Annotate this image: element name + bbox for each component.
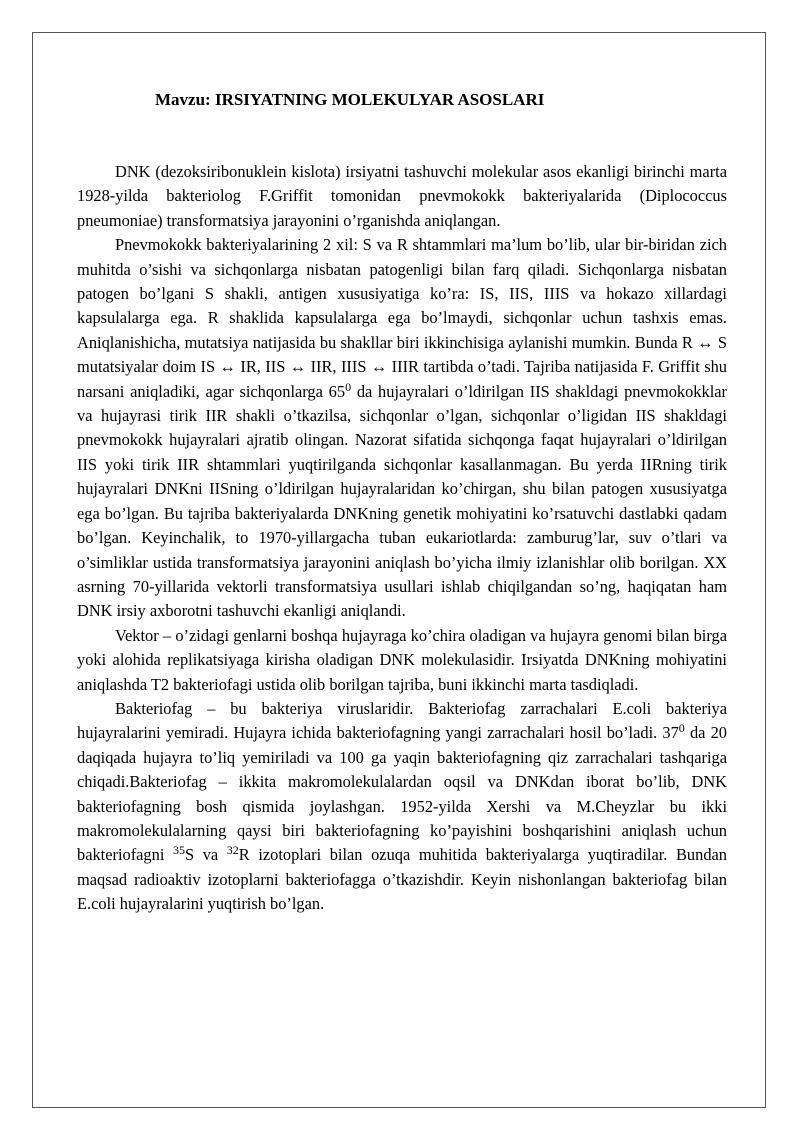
- isotope-superscript-32: 32: [226, 843, 239, 858]
- page-title: Mavzu: IRSIYATNING MOLEKULYAR ASOSLARI: [155, 90, 545, 109]
- degree-superscript: 0: [345, 379, 352, 394]
- paragraph-vektor: Vektor – o’zidagi genlarni boshqa hujayraga ko’chira oladigan va hujayra genomi bilan birga yoki alohida replikatsiyaga kirisha oladigan DNK molekulasidir. Irsiyatda DNKning mohiyatini aniqlashda T2 bakteriofagi ustida olib borilgan tajriba, buni ikkinchi marta tasdiqladi.: [77, 625, 727, 694]
- paragraph-text: da hujayralari o’ldirilgan IIS shakldagi pnevmokokklar va hujayrasi tirik IIR shakli o’tkazilsa, sichqonlar o’lgan, sichqonlar o’ligidan IIS shakldagi pnevmokokk hujayralari ajratib olingan. Nazorat sifatida sichqonga faqat hujayralari o’ldirilgan IIS yoki tirik IIR shtammlari yuqtirilganda sichqonlar kasallanmagan. Bu yerda IIRning tirik hujayralari DNKni IISning o’ldirilgan hujayralaridan ko’chirgan, shu bilan patogen xususiyatga ega bo’lgan. Bu tajriba bakteriyalarda DNKning genetik mohiyatini ko’rsatuvchi dastlabki qadam bo’lgan. Keyinchalik, to 1970-yillargacha tuban eukariotlarda: zamburug’lar, suv o’tlari va o’simliklar ustida transformatsiya jarayonini aniqlash bo’yicha ilmiy izlanishlar olib borilgan. XX asrning 70-yillarida vektorli transformatsiya usullari ishlab chiqilgandan so’ng, haqiqatan ham DNK irsiy axborotni tashuvchi ekanligi aniqlandi.: [77, 381, 727, 621]
- degree-superscript: 0: [678, 721, 685, 736]
- paragraph-pnevmokokk: [77, 233, 727, 624]
- paragraph-text: da 20 daqiqada hujayra to’liq yemiriladi va 100 ga yaqin bakteriofagning qiz zarrachalari tashqariga chiqadi.Bakteriofag – ikkita makromolekulalardan oqsil va DNKdan iborat bo’lib, DNK bakteriofagning bosh qismida joylashgan. 1952-yilda Xershi va M.Cheyzlar bu ikki makromolekulalarning qaysi biri bakteriofagning ko’payishini boshqarishini aniqlash uchun bakteriofagni: [77, 723, 727, 865]
- paragraph-text: Bakteriofag – bu bakteriya viruslaridir. Bakteriofag zarrachalari E.coli bakteriya hujayralarini yemiradi. Hujayra ichida bakteriofagning yangi zarrachalari hosil bo’ladi. 37: [77, 698, 727, 743]
- paragraph-text: R izotoplari bilan ozuqa muhitida bakteriyalarga yuqtiradilar. Bundan maqsad radioaktiv izotoplarni bakteriofagga o’tkazishdir. Keyin nishonlangan bakteriofag bilan E.coli hujayralarini yuqtirish bo’lgan.: [77, 845, 727, 914]
- paragraph-bakteriofag: [77, 697, 727, 917]
- paragraph-dnk-griffit: DNK (dezoksiribonuklein kislota) irsiyatni tashuvchi molekular asos ekanligi birinchi marta 1928-yilda bakteriolog F.Griffit tomonidan pnevmokokk bakteriyalarida (Diplococcus pneumoniae) transformatsiya jarayonini o’rganishda aniqlangan.: [77, 162, 727, 230]
- paragraph-text: Pnevmokokk bakteriyalarining 2 xil: S va R shtammlari ma’lum bo’lib, ular bir-biridan zich muhitda o’sishi va sichqonlarga nisbatan patogenligi bilan farq qiladi. Sichqonlarga nisbatan patogen bo’lgani S shakli, antigen xususiyatiga ko’ra: IS, IIS, IIIS va hokazo xillardagi kapsulalarga ega. R shaklida kapsulalarga ega bo’lmaydi, sichqonlar uchun tashxis emas. Aniqlanishicha, mutatsiya natijasida bu shakllar biri ikkinchisiga aylanishi mumkin. Bunda R ↔ S mutatsiyalar doim IS ↔ IR, IIS ↔ IIR, IIIS ↔ IIIR tartibda o’tadi. Tajriba natijasida F. Griffit shu narsani aniqladiki, agar sichqonlarga 65: [77, 235, 727, 401]
- paragraph-text: S va: [184, 845, 227, 865]
- isotope-superscript-35: 35: [172, 843, 185, 858]
- document-body: [77, 160, 727, 917]
